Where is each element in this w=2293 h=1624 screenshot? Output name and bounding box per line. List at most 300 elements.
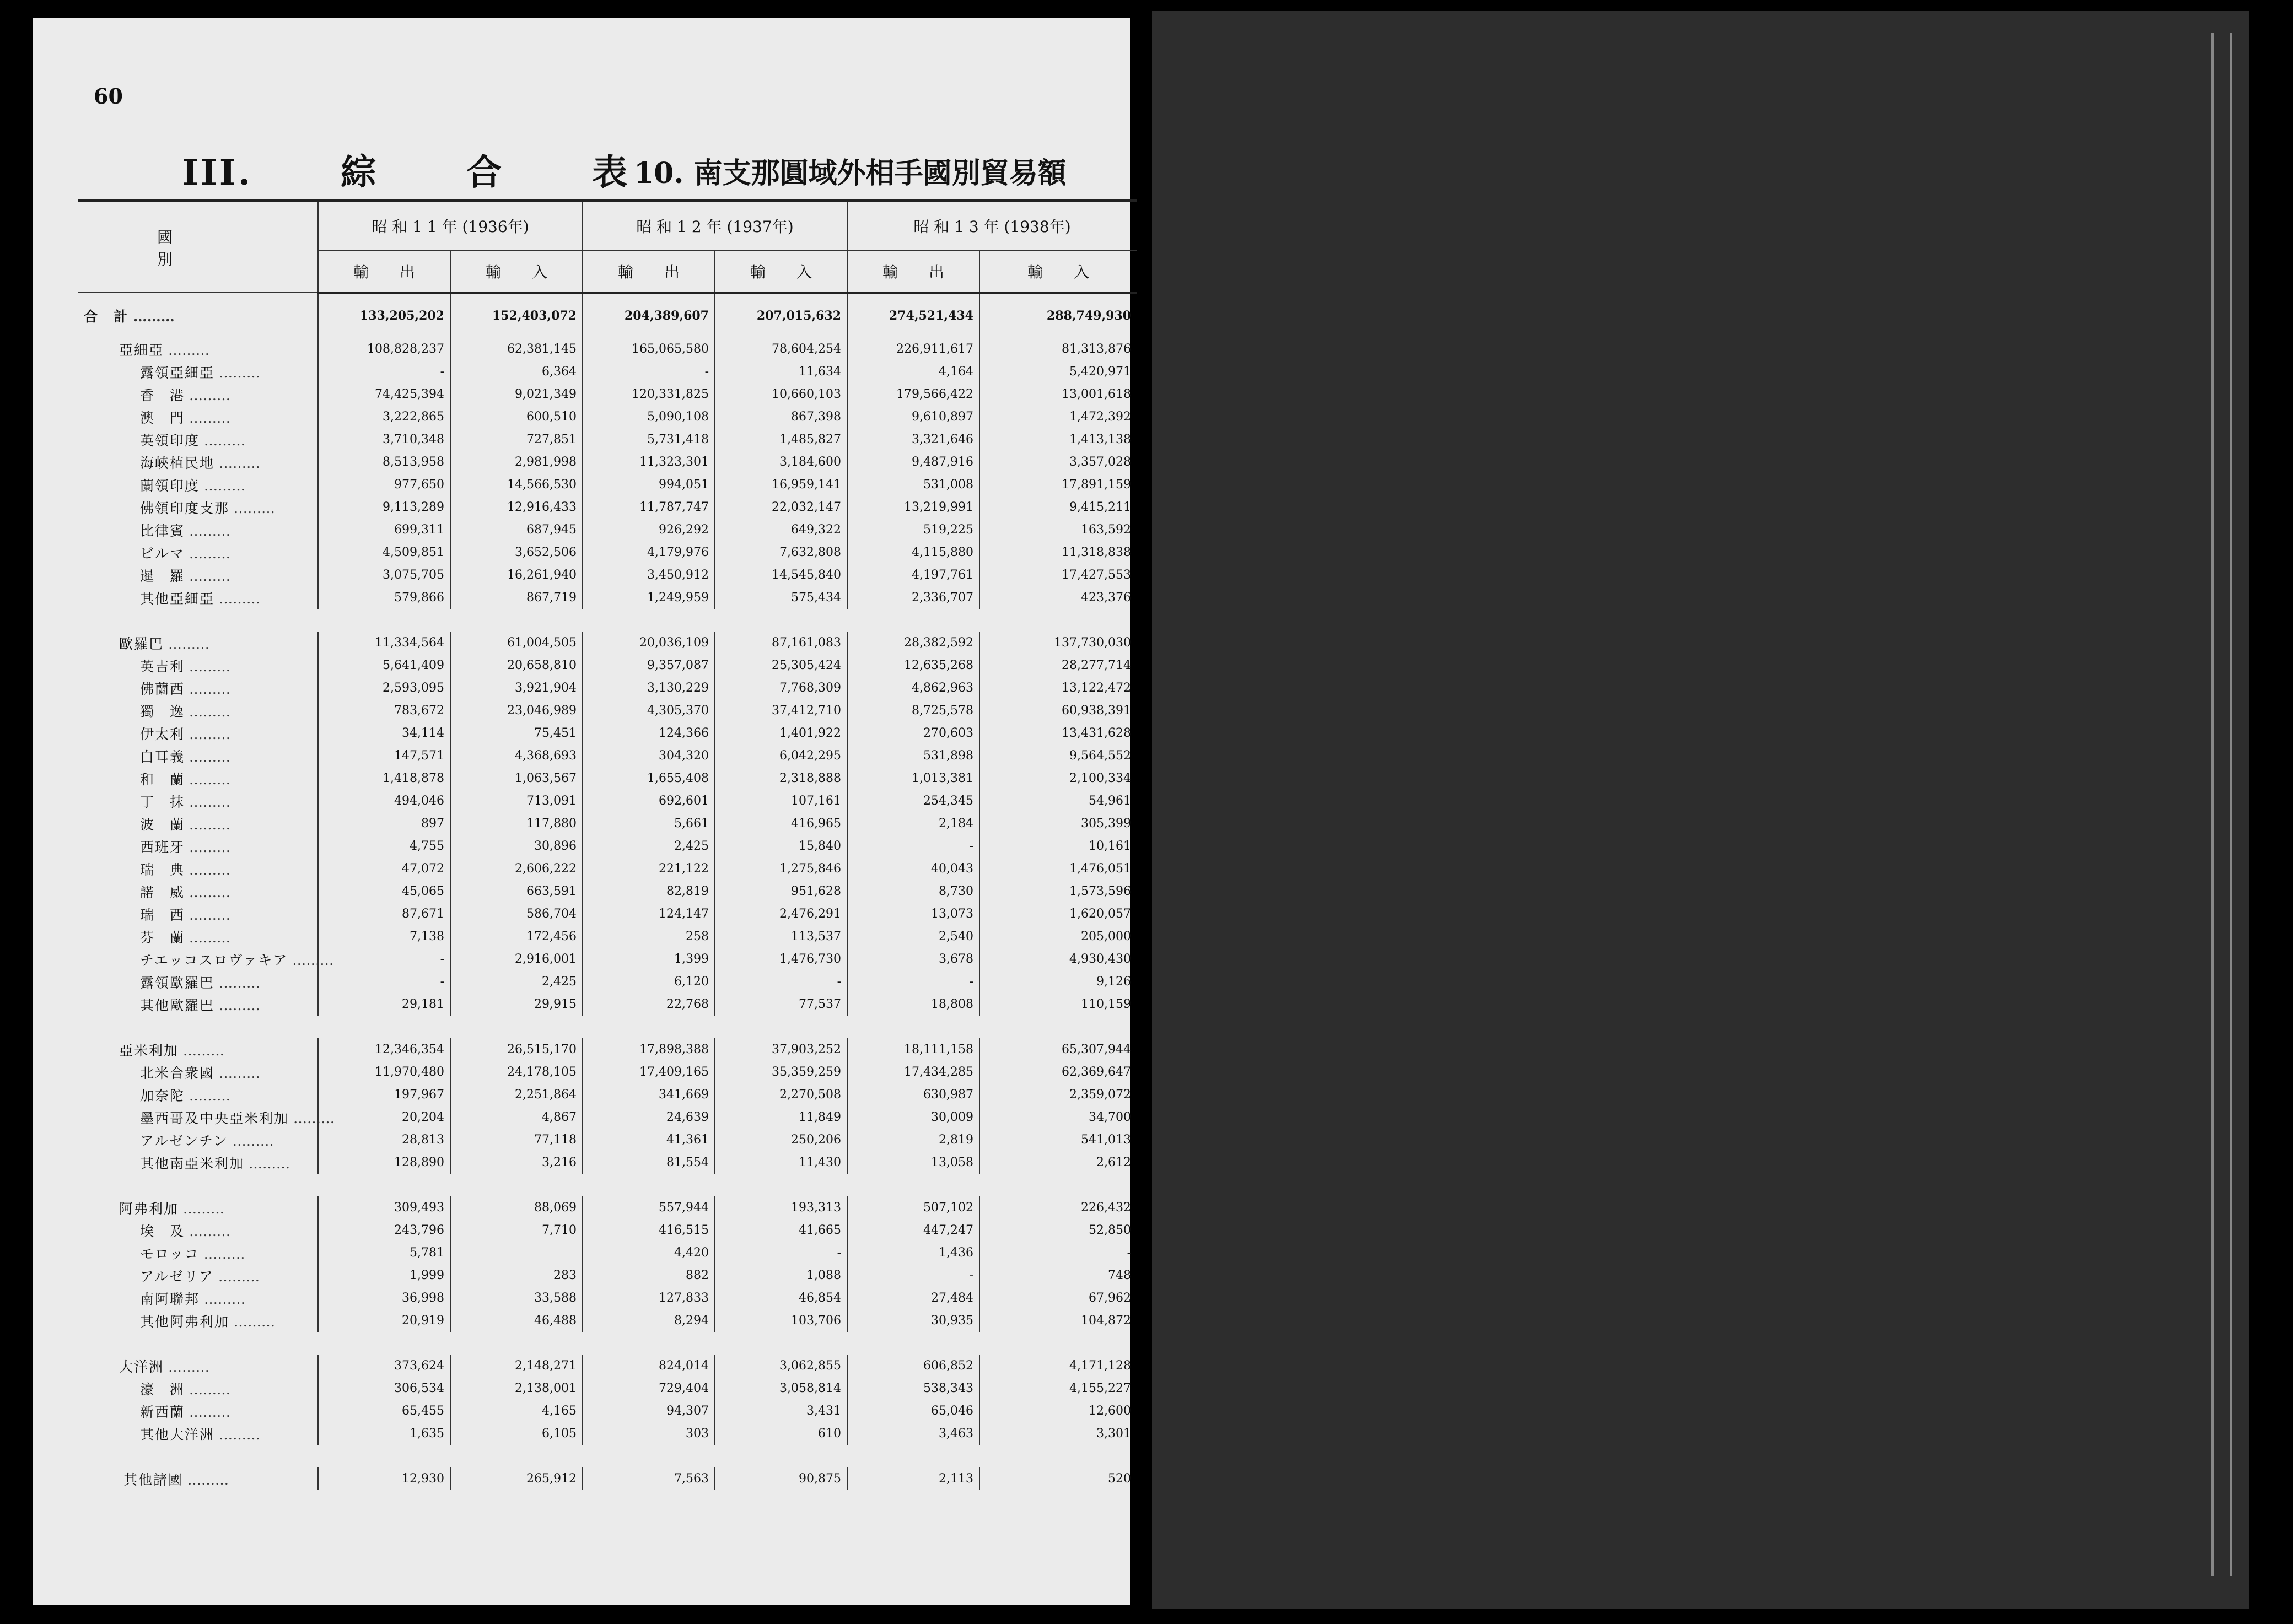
value-import-1938: 13,001,618 [979, 383, 1137, 406]
value-import-1937: 193,313 [715, 1196, 847, 1219]
value-export-1937: 6,120 [583, 970, 715, 993]
value-export-1937: 7,563 [583, 1467, 715, 1490]
value-export-1938: 519,225 [847, 519, 979, 541]
value-export-1938: 274,521,434 [847, 293, 979, 338]
country-name [78, 1242, 318, 1264]
value-import-1936: 14,566,530 [450, 473, 583, 496]
value-import-1936: 4,165 [450, 1400, 583, 1422]
value-export-1936: 2,593,095 [318, 677, 450, 699]
dot-leader: ……… [289, 1110, 335, 1126]
country-name-text: チエッコスロヴァキア [140, 952, 288, 968]
country-name-text: 南阿聯邦 [140, 1291, 200, 1307]
value-export-1938: 2,113 [847, 1467, 979, 1490]
value-export-1937: 82,819 [583, 880, 715, 903]
value-export-1936: 87,671 [318, 903, 450, 925]
country-name-text: 阿弗利加 [119, 1200, 179, 1217]
value-export-1937: 4,305,370 [583, 699, 715, 722]
value-import-1938: 34,700 [979, 1106, 1137, 1129]
value-import-1936: 3,216 [450, 1151, 583, 1174]
value-export-1937: 124,147 [583, 903, 715, 925]
value-import-1938: 65,307,944 [979, 1038, 1137, 1061]
spacer-row [78, 1332, 1137, 1355]
value-import-1937: 250,206 [715, 1129, 847, 1151]
value-export-1937: 5,731,418 [583, 428, 715, 451]
value-export-1937: 341,669 [583, 1083, 715, 1106]
value-import-1936: 867,719 [450, 586, 583, 609]
page-number: 60 [94, 84, 123, 109]
value-export-1937: 17,898,388 [583, 1038, 715, 1061]
value-export-1936: 897 [318, 812, 450, 835]
import-header: 輸 入 [450, 250, 583, 293]
country-name-text: 亞米利加 [119, 1042, 179, 1059]
country-name [78, 496, 318, 519]
country-name-text: 墨西哥及中央亞米利加 [140, 1110, 289, 1126]
country-name [78, 564, 318, 586]
value-import-1937: 77,537 [715, 993, 847, 1016]
value-export-1936: - [318, 970, 450, 993]
value-import-1936: 62,381,145 [450, 338, 583, 360]
table-row [78, 1106, 1137, 1129]
value-export-1936: 34,114 [318, 722, 450, 744]
dot-leader: ……… [214, 364, 260, 381]
value-export-1937: 11,787,747 [583, 496, 715, 519]
value-import-1936: 172,456 [450, 925, 583, 948]
value-export-1936: 977,650 [318, 473, 450, 496]
value-export-1937: 124,366 [583, 722, 715, 744]
value-import-1936: 2,251,864 [450, 1083, 583, 1106]
import-header: 輸 入 [715, 250, 847, 293]
country-column-header: 國 別 [78, 202, 318, 293]
value-import-1936: 24,178,105 [450, 1061, 583, 1083]
value-export-1938: 12,635,268 [847, 654, 979, 677]
spacer-cell [78, 609, 1137, 632]
section-title-char-1: 綜 [341, 152, 379, 193]
dot-leader: ……… [229, 500, 275, 516]
value-import-1937: 41,665 [715, 1219, 847, 1242]
value-export-1938: 28,382,592 [847, 632, 979, 654]
value-import-1938: 62,369,647 [979, 1061, 1137, 1083]
value-export-1938: 65,046 [847, 1400, 979, 1422]
value-import-1938: 5,420,971 [979, 360, 1137, 383]
dot-leader: ……… [185, 1381, 230, 1398]
value-import-1936: 9,021,349 [450, 383, 583, 406]
value-export-1936: 47,072 [318, 857, 450, 880]
country-name-text: 西班牙 [140, 839, 185, 855]
country-name [78, 1196, 318, 1219]
value-import-1938: 52,850 [979, 1219, 1137, 1242]
value-import-1937: 90,875 [715, 1467, 847, 1490]
country-name [78, 1219, 318, 1242]
value-import-1937: 46,854 [715, 1287, 847, 1309]
country-name-text: アルゼンチン [140, 1132, 228, 1149]
country-name-text: 其他大洋洲 [140, 1426, 215, 1443]
trade-table-box [78, 199, 1137, 1624]
country-name-text: 澳 門 [140, 409, 185, 426]
section-number: III. [182, 152, 253, 193]
dot-leader: ……… [200, 432, 245, 449]
table-row [78, 835, 1137, 857]
value-export-1938: 531,008 [847, 473, 979, 496]
dot-leader: ……… [214, 590, 260, 607]
value-export-1937: 303 [583, 1422, 715, 1445]
country-name-text: 英吉利 [140, 658, 185, 675]
dot-leader: ……… [185, 1404, 230, 1420]
table-row [78, 993, 1137, 1016]
country-name-text: 白耳義 [140, 748, 185, 765]
value-export-1938: 9,610,897 [847, 406, 979, 428]
value-import-1938: 9,415,211 [979, 496, 1137, 519]
value-export-1937: 3,130,229 [583, 677, 715, 699]
table-row [78, 1219, 1137, 1242]
value-export-1936: 28,813 [318, 1129, 450, 1151]
value-import-1937: 1,485,827 [715, 428, 847, 451]
page-edge [2211, 33, 2232, 1576]
value-export-1936: 5,781 [318, 1242, 450, 1264]
value-import-1936: 12,916,433 [450, 496, 583, 519]
value-export-1938: 226,911,617 [847, 338, 979, 360]
value-import-1938: 13,431,628 [979, 722, 1137, 744]
dot-leader: ……… [185, 681, 230, 697]
value-import-1938: 110,159 [979, 993, 1137, 1016]
table-row [78, 677, 1137, 699]
country-name [78, 586, 318, 609]
dot-leader: ……… [244, 1155, 290, 1172]
value-import-1936: 4,867 [450, 1106, 583, 1129]
country-name [78, 722, 318, 744]
value-import-1938: 4,171,128 [979, 1355, 1137, 1377]
table-row [78, 1196, 1137, 1219]
value-import-1937: 6,042,295 [715, 744, 847, 767]
table-row [78, 1151, 1137, 1174]
spacer-cell [78, 1174, 1137, 1196]
country-name-text: 英領印度 [140, 432, 200, 449]
value-export-1938: 2,540 [847, 925, 979, 948]
dot-leader: ……… [179, 1200, 224, 1217]
dot-leader: ……… [185, 387, 230, 403]
dot-leader: ……… [185, 726, 230, 742]
value-export-1937: 5,090,108 [583, 406, 715, 428]
table-row [78, 1061, 1137, 1083]
value-export-1937: 824,014 [583, 1355, 715, 1377]
dot-leader: ……… [214, 455, 260, 471]
value-import-1937: 113,537 [715, 925, 847, 948]
value-export-1936: 65,455 [318, 1400, 450, 1422]
country-name-text: 埃 及 [140, 1223, 185, 1239]
value-export-1936: 494,046 [318, 790, 450, 812]
country-name-text: 比律賓 [140, 522, 185, 539]
table-row [78, 541, 1137, 564]
country-name-text: 加奈陀 [140, 1087, 185, 1104]
year-header-1936: 昭 和 1 1 年 (1936年) [318, 202, 583, 250]
value-import-1937: 610 [715, 1422, 847, 1445]
value-import-1936: 713,091 [450, 790, 583, 812]
table-row [78, 1377, 1137, 1400]
value-import-1938: 541,013 [979, 1129, 1137, 1151]
spacer-cell [78, 1445, 1137, 1467]
dot-leader: ……… [214, 997, 260, 1013]
value-export-1936: 1,418,878 [318, 767, 450, 790]
value-import-1937: 16,959,141 [715, 473, 847, 496]
country-name [78, 632, 318, 654]
dot-leader: ……… [185, 522, 230, 539]
value-export-1936: 108,828,237 [318, 338, 450, 360]
value-export-1938: 27,484 [847, 1287, 979, 1309]
table-row [78, 406, 1137, 428]
value-import-1937: 37,903,252 [715, 1038, 847, 1061]
country-name [78, 790, 318, 812]
value-import-1938: 748 [979, 1264, 1137, 1287]
value-import-1938: 54,961 [979, 790, 1137, 812]
table-row [78, 293, 1137, 338]
dot-leader: ……… [185, 545, 230, 562]
dot-leader: ……… [214, 1426, 260, 1443]
value-import-1938: - [979, 1242, 1137, 1264]
value-export-1937: 11,323,301 [583, 451, 715, 473]
value-export-1936: 45,065 [318, 880, 450, 903]
table-row [78, 1400, 1137, 1422]
trade-table-body [78, 293, 1137, 1490]
table-row [78, 722, 1137, 744]
country-name [78, 812, 318, 835]
value-import-1936: 2,138,001 [450, 1377, 583, 1400]
dot-leader: ……… [214, 1268, 260, 1285]
value-export-1937: 41,361 [583, 1129, 715, 1151]
value-export-1937: 4,179,976 [583, 541, 715, 564]
table-row [78, 903, 1137, 925]
value-export-1938: 507,102 [847, 1196, 979, 1219]
dot-leader: ……… [185, 748, 230, 765]
table-row [78, 451, 1137, 473]
value-export-1937: 22,768 [583, 993, 715, 1016]
value-export-1937: 2,425 [583, 835, 715, 857]
table-row [78, 790, 1137, 812]
value-export-1936: 373,624 [318, 1355, 450, 1377]
value-export-1936: - [318, 360, 450, 383]
value-import-1937: 951,628 [715, 880, 847, 903]
country-name [78, 880, 318, 903]
value-import-1936: 16,261,940 [450, 564, 583, 586]
value-export-1937: 165,065,580 [583, 338, 715, 360]
value-export-1938: 17,434,285 [847, 1061, 979, 1083]
table-row [78, 948, 1137, 970]
value-import-1937: 15,840 [715, 835, 847, 857]
value-export-1936: 29,181 [318, 993, 450, 1016]
value-export-1938: 9,487,916 [847, 451, 979, 473]
value-import-1938: 288,749,930 [979, 293, 1137, 338]
country-name [78, 1061, 318, 1083]
value-export-1938: 30,935 [847, 1309, 979, 1332]
country-name [78, 970, 318, 993]
value-import-1937: 416,965 [715, 812, 847, 835]
value-export-1938: 254,345 [847, 790, 979, 812]
value-export-1937: 17,409,165 [583, 1061, 715, 1083]
country-name [78, 451, 318, 473]
country-name [78, 1151, 318, 1174]
table-title: 10. 南支那圓域外相手國別貿易額 [634, 157, 1067, 190]
value-export-1938: 30,009 [847, 1106, 979, 1129]
value-import-1938: 28,277,714 [979, 654, 1137, 677]
value-export-1936: 8,513,958 [318, 451, 450, 473]
value-import-1937: 3,431 [715, 1400, 847, 1422]
import-header: 輸 入 [979, 250, 1137, 293]
country-name [78, 744, 318, 767]
value-import-1937: 10,660,103 [715, 383, 847, 406]
value-import-1938: 4,155,227 [979, 1377, 1137, 1400]
value-export-1938: 1,013,381 [847, 767, 979, 790]
value-export-1936: 147,571 [318, 744, 450, 767]
value-export-1936: 783,672 [318, 699, 450, 722]
value-import-1936: 3,921,904 [450, 677, 583, 699]
country-name-text: アルゼリア [140, 1268, 214, 1285]
value-export-1936: 243,796 [318, 1219, 450, 1242]
value-import-1937: 7,632,808 [715, 541, 847, 564]
value-export-1936: 579,866 [318, 586, 450, 609]
value-export-1937: 9,357,087 [583, 654, 715, 677]
value-import-1938: 2,359,072 [979, 1083, 1137, 1106]
value-import-1938: 137,730,030 [979, 632, 1137, 654]
value-export-1938: 1,436 [847, 1242, 979, 1264]
table-row [78, 880, 1137, 903]
value-export-1938: 447,247 [847, 1219, 979, 1242]
table-row [78, 1038, 1137, 1061]
table-row [78, 586, 1137, 609]
value-import-1937: 3,184,600 [715, 451, 847, 473]
value-import-1936: 727,851 [450, 428, 583, 451]
dot-leader: ……… [164, 342, 209, 358]
dot-leader: ……… [164, 635, 209, 652]
spacer-row [78, 1016, 1137, 1038]
value-export-1936: 7,138 [318, 925, 450, 948]
value-export-1936: 4,755 [318, 835, 450, 857]
value-export-1936: 197,967 [318, 1083, 450, 1106]
value-import-1938: 163,592 [979, 519, 1137, 541]
value-import-1938: 520 [979, 1467, 1137, 1490]
country-name-text: 和 蘭 [140, 771, 185, 787]
dot-leader: ……… [228, 1132, 274, 1149]
table-row [78, 812, 1137, 835]
dot-leader: ……… [185, 771, 230, 787]
country-name-text: 北米合衆國 [140, 1065, 215, 1081]
country-name-text: 合 計 [84, 308, 129, 325]
value-export-1938: 4,164 [847, 360, 979, 383]
country-name-text: 獨 逸 [140, 703, 185, 720]
table-row [78, 519, 1137, 541]
dot-leader: ……… [185, 839, 230, 855]
value-export-1937: 221,122 [583, 857, 715, 880]
value-export-1936: 306,534 [318, 1377, 450, 1400]
country-name-text: ビルマ [140, 545, 185, 562]
value-export-1936: 1,635 [318, 1422, 450, 1445]
value-import-1936: 265,912 [450, 1467, 583, 1490]
value-export-1938: 3,321,646 [847, 428, 979, 451]
country-name [78, 903, 318, 925]
country-name-text: 其他阿弗利加 [140, 1313, 230, 1330]
country-name-text: 大洋洲 [119, 1358, 164, 1375]
value-export-1937: 81,554 [583, 1151, 715, 1174]
value-export-1938: 2,819 [847, 1129, 979, 1151]
value-import-1936: 4,368,693 [450, 744, 583, 767]
value-export-1936: 3,222,865 [318, 406, 450, 428]
country-name [78, 1106, 335, 1129]
export-header: 輸 出 [318, 250, 450, 293]
value-import-1938: 1,620,057 [979, 903, 1137, 925]
dot-leader: ……… [179, 1042, 224, 1059]
value-import-1937: 2,476,291 [715, 903, 847, 925]
value-import-1937: 78,604,254 [715, 338, 847, 360]
dot-leader: ……… [229, 1313, 275, 1330]
value-export-1937: 416,515 [583, 1219, 715, 1242]
dot-leader: ……… [200, 1291, 245, 1307]
value-import-1937: 22,032,147 [715, 496, 847, 519]
value-import-1938: 60,938,391 [979, 699, 1137, 722]
value-import-1938: 205,000 [979, 925, 1137, 948]
value-import-1936: 2,425 [450, 970, 583, 993]
value-import-1937: 87,161,083 [715, 632, 847, 654]
country-name [78, 406, 318, 428]
dot-leader: ……… [185, 409, 230, 426]
country-name [78, 993, 318, 1016]
value-export-1937: 882 [583, 1264, 715, 1287]
dot-leader: ……… [185, 658, 230, 675]
country-name-text: 亞細亞 [119, 342, 164, 358]
value-export-1937: 729,404 [583, 1377, 715, 1400]
table-row [78, 428, 1137, 451]
value-import-1937: 14,545,840 [715, 564, 847, 586]
dot-leader: ……… [164, 1358, 209, 1375]
trade-table [78, 202, 1137, 1490]
value-import-1936: 75,451 [450, 722, 583, 744]
table-row [78, 767, 1137, 790]
table-row [78, 857, 1137, 880]
dot-leader: ……… [185, 568, 230, 584]
value-export-1937: 127,833 [583, 1287, 715, 1309]
table-row [78, 1309, 1137, 1332]
dot-leader: ……… [200, 477, 245, 494]
value-import-1936: 3,652,506 [450, 541, 583, 564]
export-header: 輸 出 [583, 250, 715, 293]
country-name [78, 1467, 318, 1490]
country-name-text: 露領歐羅巴 [140, 974, 215, 991]
value-import-1937: 2,318,888 [715, 767, 847, 790]
country-name [78, 360, 318, 383]
value-export-1937: 304,320 [583, 744, 715, 767]
year-header-1937: 昭 和 1 2 年 (1937年) [583, 202, 847, 250]
value-export-1938: 270,603 [847, 722, 979, 744]
value-import-1937: 103,706 [715, 1309, 847, 1332]
country-name-text: 伊太利 [140, 726, 185, 742]
value-import-1936: 33,588 [450, 1287, 583, 1309]
section-title [182, 144, 629, 195]
table-row [78, 1287, 1137, 1309]
country-name-text: 香 港 [140, 387, 185, 403]
value-export-1936: 4,509,851 [318, 541, 450, 564]
value-import-1936: 2,916,001 [450, 948, 583, 970]
spacer-cell [78, 1016, 1137, 1038]
value-export-1938: 606,852 [847, 1355, 979, 1377]
value-export-1937: 3,450,912 [583, 564, 715, 586]
value-import-1937: 207,015,632 [715, 293, 847, 338]
country-name [78, 519, 318, 541]
year-header-1938: 昭 和 1 3 年 (1938年) [847, 202, 1137, 250]
value-import-1938: 10,161 [979, 835, 1137, 857]
table-row [78, 1129, 1137, 1151]
value-export-1936: 309,493 [318, 1196, 450, 1219]
value-export-1938: 4,862,963 [847, 677, 979, 699]
value-export-1938: 3,463 [847, 1422, 979, 1445]
value-import-1938: 305,399 [979, 812, 1137, 835]
spacer-cell [78, 1332, 1137, 1355]
value-export-1938: 630,987 [847, 1083, 979, 1106]
